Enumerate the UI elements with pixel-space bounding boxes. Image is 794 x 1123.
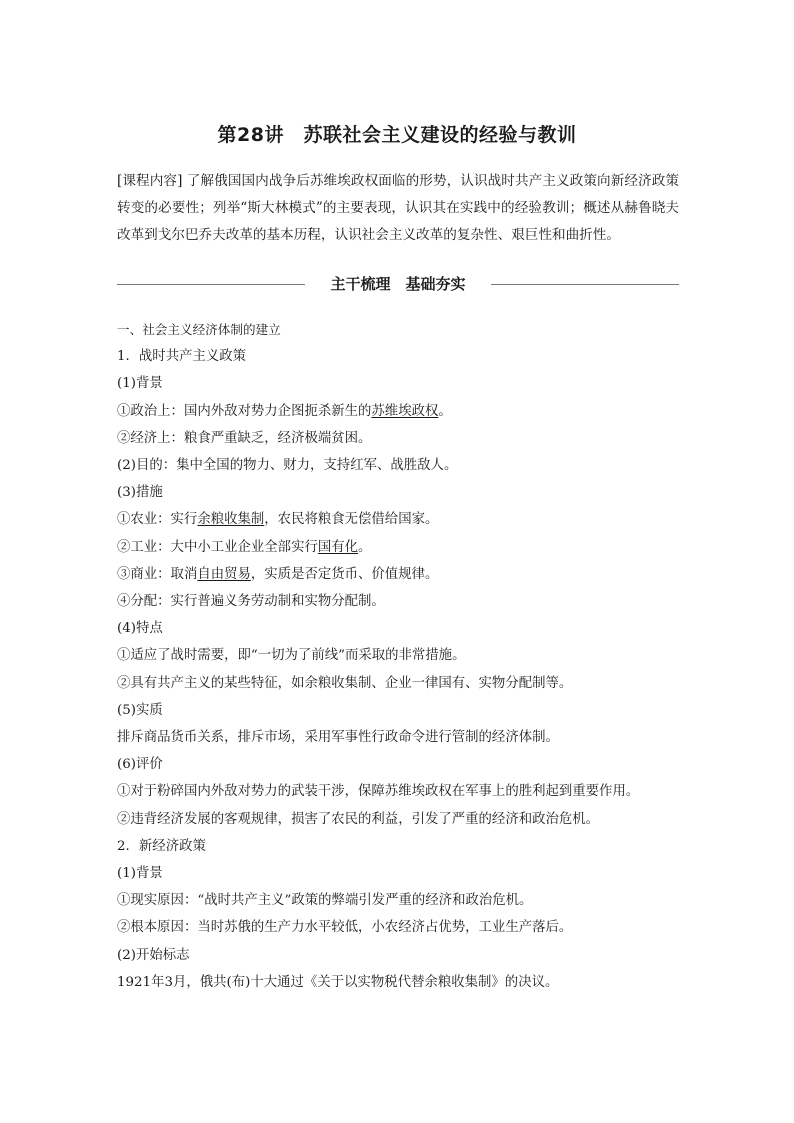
body-line: ①农业：实行余粮收集制，农民将粮食无偿借给国家。 <box>117 512 439 528</box>
section-divider <box>117 272 679 296</box>
section-heading: 主干梳理 基础夯实 <box>330 275 466 293</box>
body-line: ①对于粉碎国内外敌对势力的武装干涉，保障苏维埃政权在军事上的胜利起到重要作用。 <box>117 784 640 800</box>
subheading: (1)背景 <box>117 376 163 392</box>
subheading: (4)特点 <box>117 621 163 637</box>
body-line: ②工业：大中小工业企业全部实行国有化。 <box>117 539 372 555</box>
subheading: (5)实质 <box>117 702 163 718</box>
underlined-term: 自由贸易 <box>197 566 251 582</box>
subheading: (3)措施 <box>117 485 163 501</box>
body-text <box>117 316 679 996</box>
course-content-text: 了解俄国国内战争后苏维埃政权面临的形势，认识战时共产主义政策向新经济政策转变的必要性；列举“斯大林模式”的主要表现，认识其在实践中的经验教训；概述从赫鲁晓夫改革到戈尔巴乔夫改革的基本历程，认识社会主义改革的复杂性、艰巨性和曲折性。 <box>117 173 679 243</box>
underlined-term: 国有化 <box>317 539 359 555</box>
page-title: 第28讲 苏联社会主义建设的经验与教训 <box>217 124 577 146</box>
body-line: 排斥商品货币关系，排斥市场，采用军事性行政命令进行管制的经济体制。 <box>117 730 559 746</box>
underlined-term: 余粮收集制 <box>197 512 265 528</box>
course-content-tag: [课程内容] <box>117 173 183 189</box>
body-line: ②具有共产主义的某些特征，如余粮收集制、企业一律国有、实物分配制等。 <box>117 675 573 691</box>
body-line: ①政治上：国内外敌对势力企图扼杀新生的苏维埃政权。 <box>117 403 452 419</box>
body-line: ②违背经济发展的客观规律，损害了农民的利益，引发了严重的经济和政治危机。 <box>117 811 600 827</box>
body-line: (2)目的：集中全国的物力、财力，支持红军、战胜敌人。 <box>117 458 458 474</box>
body-line: ④分配：实行普遍义务劳动制和实物分配制。 <box>117 594 385 610</box>
body-line: ③商业：取消自由贸易，实质是否定货币、价值规律。 <box>117 566 439 582</box>
body-line: ①现实原因：“战时共产主义”政策的弊端引发严重的经济和政治危机。 <box>117 893 533 909</box>
course-content-paragraph <box>117 168 679 249</box>
body-line: ②根本原因：当时苏俄的生产力水平较低，小农经济占优势，工业生产落后。 <box>117 920 573 936</box>
divider-rule-left <box>117 284 305 285</box>
heading-2: 2．新经济政策 <box>117 838 206 854</box>
body-line: ①适应了战时需要，即“一切为了前线”而采取的非常措施。 <box>117 648 466 664</box>
body-line: ②经济上：粮食严重缺乏，经济极端贫困。 <box>117 430 372 446</box>
subheading: (1)背景 <box>117 866 163 882</box>
heading-2: 1．战时共产主义政策 <box>117 349 247 365</box>
underlined-term: 苏维埃政权 <box>371 403 439 419</box>
subheading: (2)开始标志 <box>117 947 190 963</box>
heading-1: 一、社会主义经济体制的建立 <box>117 322 281 337</box>
body-line: 1921年3月，俄共(布)十大通过《关于以实物税代替余粮收集制》的决议。 <box>117 974 559 990</box>
subheading: (6)评价 <box>117 757 163 773</box>
divider-rule-right <box>491 284 679 285</box>
